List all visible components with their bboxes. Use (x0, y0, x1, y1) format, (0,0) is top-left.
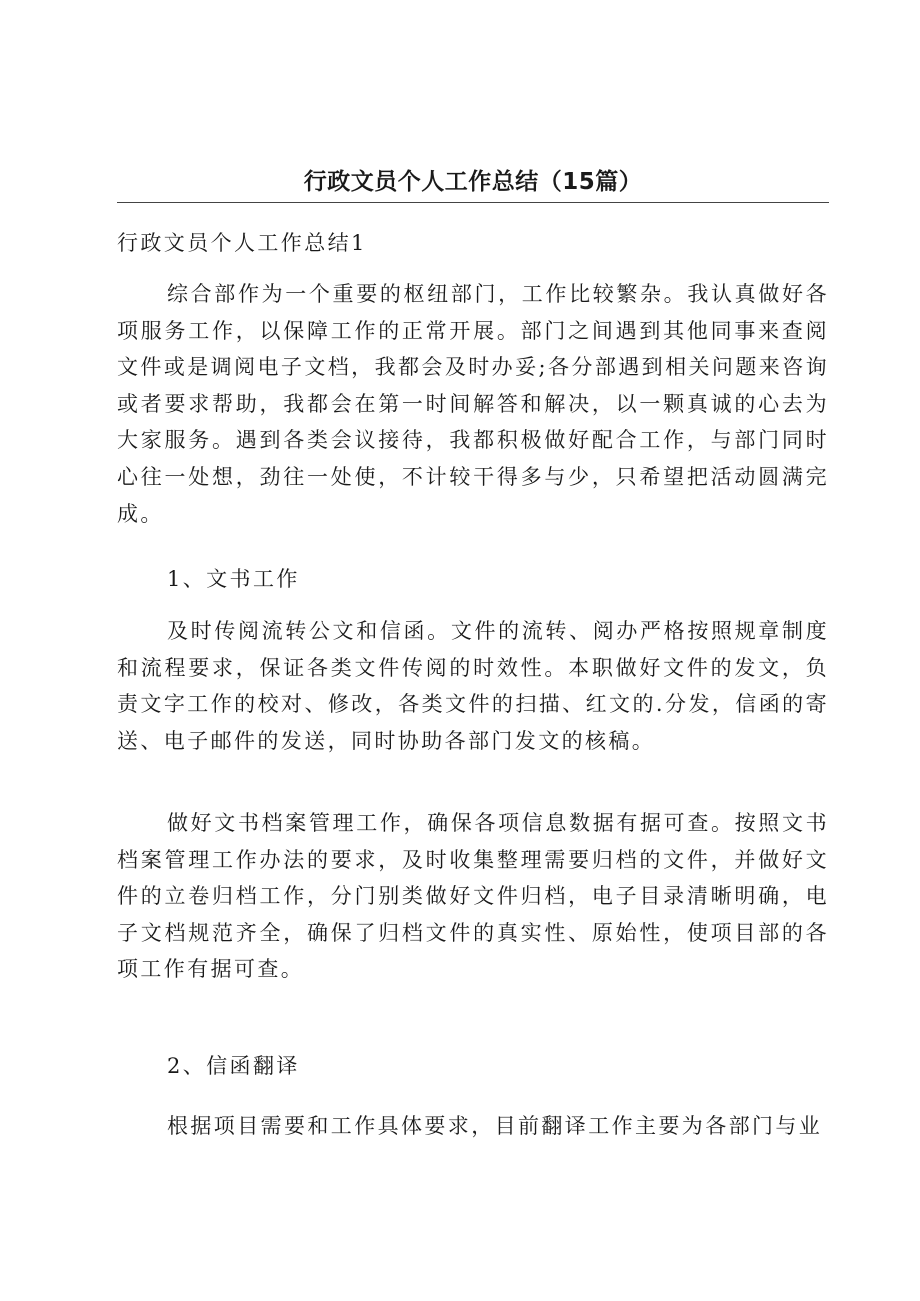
paragraph-archive-management: 做好文书档案管理工作，确保各项信息数据有据可查。按照文书档案管理工作办法的要求，及时收集整理需要归档的文件，并做好文件的立卷归档工作，分门别类做好文件归档，电子目录清晰明确，电子文档规范齐全，确保了归档文件的真实性、原始性，使项目部的各项工作有据可查。 (117, 811, 829, 982)
heading-letter-translation: 2、信函翻译 (167, 1054, 300, 1078)
section-subtitle: 行政文员个人工作总结1 (117, 231, 367, 255)
paragraph-service-work: 综合部作为一个重要的枢纽部门，工作比较繁杂。我认真做好各项服务工作，以保障工作的正常开展。部门之间遇到其他同事来查阅文件或是调阅电子文档，我都会及时办妥;各分部遇到相关问题来咨询或者要求帮助，我都会在第一时间解答和解决，以一颗真诚的心去为大家服务。遇到各类会议接待，我都积极做好配合工作，与部门同时心往一处想，劲往一处使，不计较干得多与少，只希望把活动圆满完成。 (117, 282, 829, 526)
title-divider (117, 202, 829, 203)
paragraph-document-circulation: 及时传阅流转公文和信函。文件的流转、阅办严格按照规章制度和流程要求，保证各类文件传阅的时效性。本职做好文件的发文，负责文字工作的校对、修改，各类文件的扫描、红文的.分发，信函的寄送、电子邮件的发送，同时协助各部门发文的核稿。 (117, 619, 829, 753)
paragraph-translation-work: 根据项目需要和工作具体要求，目前翻译工作主要为各部门与业 (167, 1114, 823, 1138)
document-title: 行政文员个人工作总结（15篇） (303, 169, 643, 195)
heading-document-work: 1、文书工作 (167, 567, 300, 591)
